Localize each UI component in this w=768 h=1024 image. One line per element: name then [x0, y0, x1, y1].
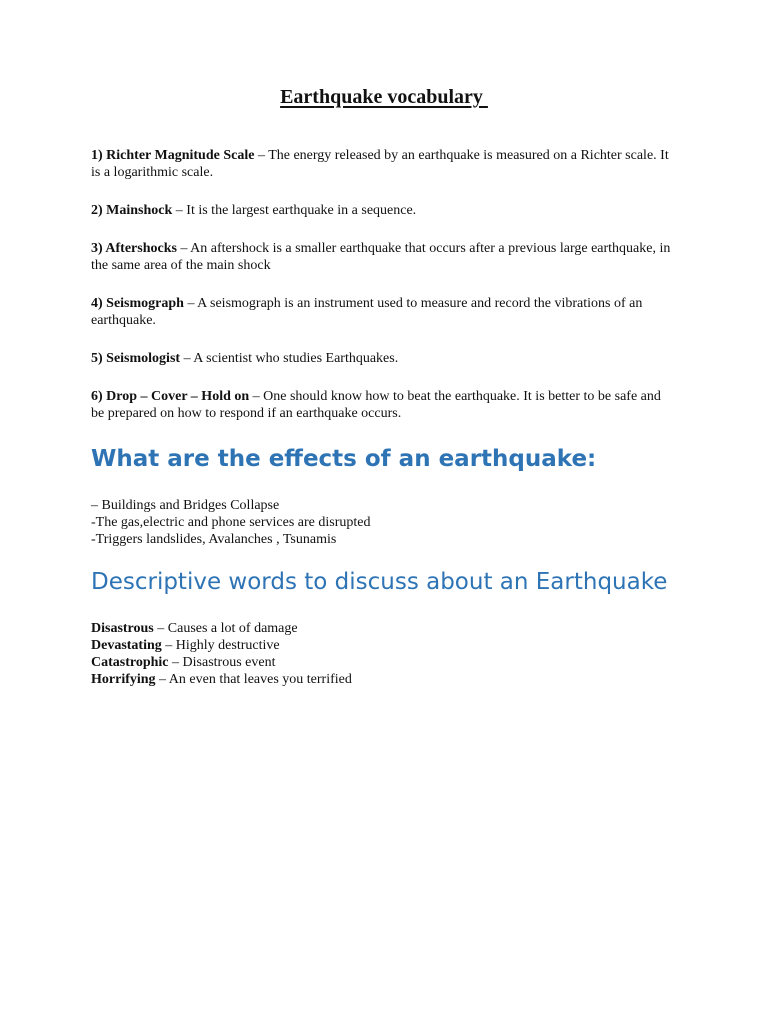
descriptive-word-term: Horrifying [91, 672, 156, 687]
vocabulary-definition: – It is the largest earthquake in a sequence. [172, 203, 417, 218]
effects-item: -Triggers landslides, Avalanches , Tsunamis [91, 532, 337, 547]
vocabulary-definition: – An aftershock is a smaller earthquake that occurs after a previous large earthquake, in the same area of the main shock [91, 241, 671, 273]
vocabulary-term: 1) Richter Magnitude Scale [91, 148, 255, 163]
descriptive-words-heading: Descriptive words to discuss about an Earthquake [91, 569, 668, 595]
descriptive-words-list [91, 620, 352, 688]
descriptive-word-item [91, 654, 352, 671]
effects-heading: What are the effects of an earthquake: [91, 446, 597, 472]
descriptive-word-definition: – Highly destructive [161, 638, 280, 653]
descriptive-word-item [91, 637, 352, 654]
document-title: Earthquake vocabulary [280, 86, 488, 108]
descriptive-word-definition: – Disastrous event [168, 655, 276, 670]
vocabulary-item-mainshock [91, 202, 677, 219]
vocabulary-term: 4) Seismograph [91, 296, 184, 311]
effects-item: – Buildings and Bridges Collapse [91, 498, 280, 513]
vocabulary-definition: – A seismograph is an instrument used to measure and record the vibrations of an earthquake. [91, 296, 643, 328]
vocabulary-item-seismologist [91, 350, 677, 367]
vocabulary-definition: – The energy released by an earthquake is measured on a Richter scale. It is a logarithmic scale. [91, 148, 669, 180]
descriptive-word-term: Disastrous [91, 621, 154, 636]
vocabulary-item-seismograph [91, 295, 677, 329]
descriptive-word-term: Devastating [91, 638, 162, 653]
descriptive-word-item [91, 671, 352, 688]
vocabulary-definition: – One should know how to beat the earthquake. It is better to be safe and be prepared on how to respond if an earthquake occurs. [91, 389, 661, 421]
effects-item: -The gas,electric and phone services are disrupted [91, 515, 371, 530]
vocabulary-term: 2) Mainshock [91, 203, 173, 218]
effects-list [91, 497, 371, 548]
vocabulary-term: 6) Drop – Cover – Hold on [91, 389, 250, 404]
vocabulary-item-drop-cover-hold [91, 388, 677, 422]
descriptive-word-definition: – An even that leaves you terrified [155, 672, 352, 687]
descriptive-word-definition: – Causes a lot of damage [153, 621, 298, 636]
vocabulary-term: 5) Seismologist [91, 351, 181, 366]
vocabulary-term: 3) Aftershocks [91, 241, 177, 256]
vocabulary-item-aftershocks [91, 240, 677, 274]
descriptive-word-item [91, 620, 352, 637]
vocabulary-list [91, 147, 677, 443]
descriptive-word-term: Catastrophic [91, 655, 169, 670]
vocabulary-item-richter [91, 147, 677, 181]
vocabulary-definition: – A scientist who studies Earthquakes. [180, 351, 399, 366]
